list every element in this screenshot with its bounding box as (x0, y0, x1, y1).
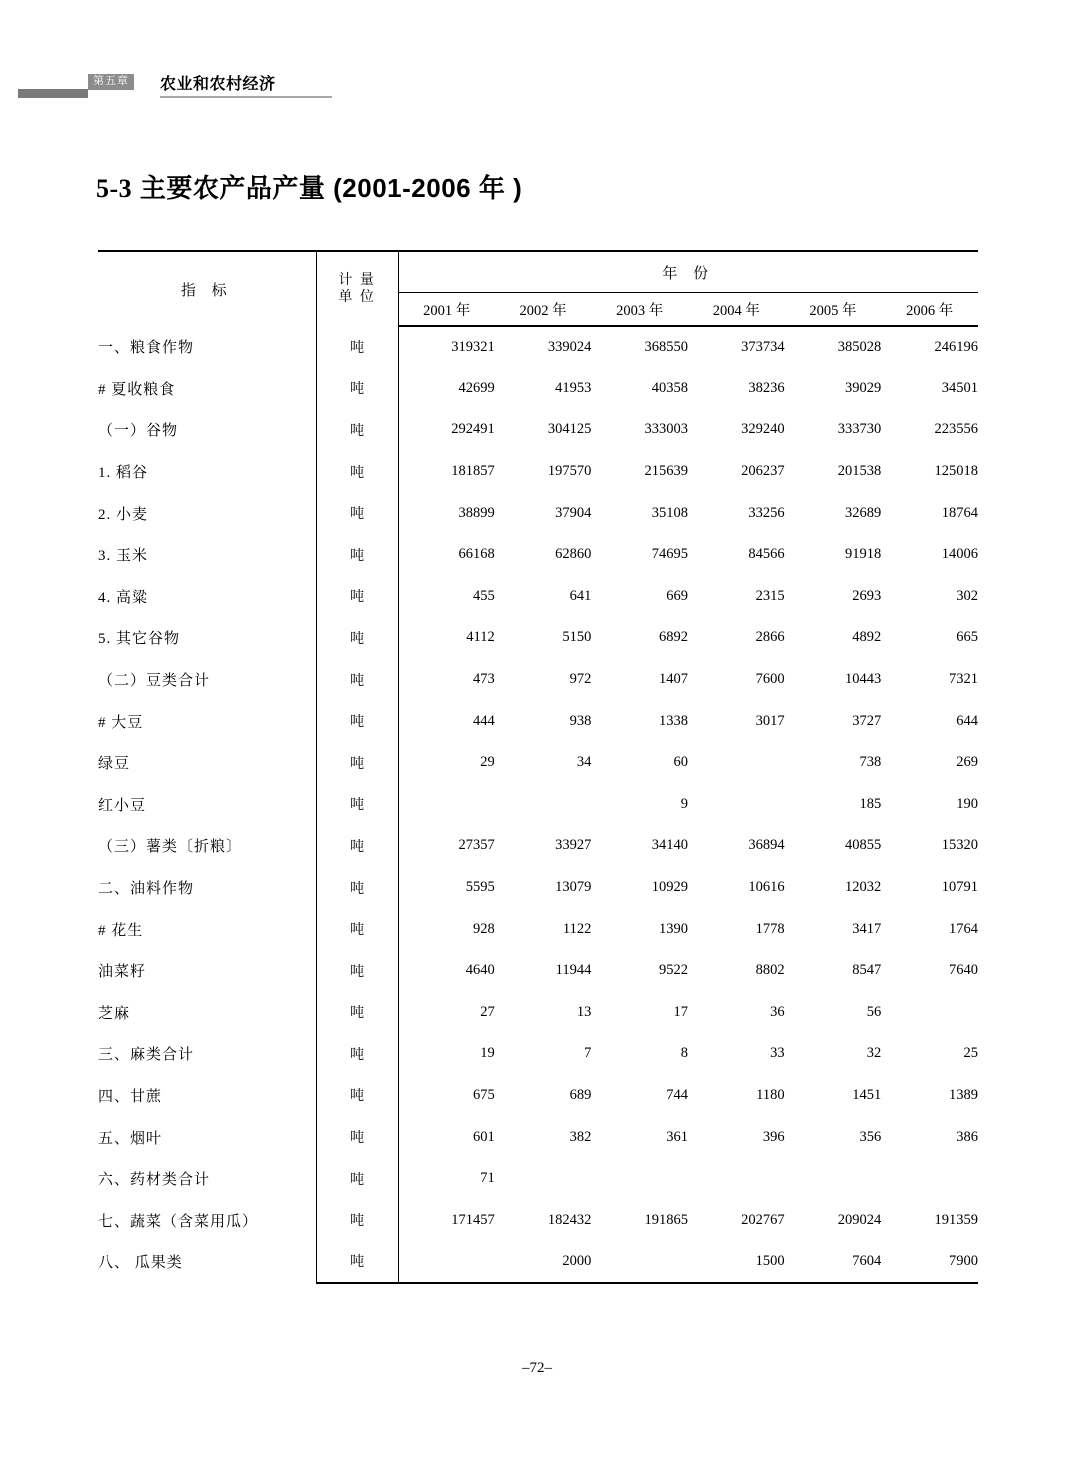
row-value: 74695 (651, 546, 688, 563)
row-value: 27357 (458, 837, 495, 854)
table-row (98, 659, 978, 701)
row-value: 302 (956, 587, 978, 604)
row-unit: 吨 (316, 1158, 398, 1200)
row-value: 10616 (748, 879, 785, 896)
row-value: 641 (569, 587, 592, 604)
row-unit: 吨 (316, 992, 398, 1034)
table-row (98, 1033, 978, 1075)
row-value: 473 (473, 671, 495, 688)
page-running-header (0, 68, 1074, 98)
table-header-row-top (98, 251, 978, 293)
row-unit: 吨 (316, 1033, 398, 1075)
row-unit: 吨 (316, 908, 398, 950)
row-value: 41953 (555, 379, 592, 396)
header-year-2005: 2005 年 (785, 293, 882, 327)
row-value: 339024 (547, 338, 592, 355)
row-value: 7900 (881, 1241, 978, 1283)
row-indicator: （二）豆类合计 (98, 673, 211, 690)
row-value: 329240 (741, 421, 785, 438)
row-value: 7600 (755, 671, 785, 688)
row-value: 6892 (659, 629, 688, 646)
row-value: 333730 (837, 421, 882, 438)
row-value: 1778 (755, 920, 785, 937)
row-value: 382 (569, 1128, 592, 1145)
row-value (785, 1158, 882, 1200)
row-unit: 吨 (316, 700, 398, 742)
row-indicator: 四、甘蔗 (98, 1088, 163, 1105)
row-value: 125018 (934, 463, 978, 480)
row-value: 455 (473, 587, 495, 604)
row-indicator: 五、烟叶 (98, 1130, 163, 1147)
table-row (98, 1116, 978, 1158)
row-indicator: # 大豆 (98, 714, 144, 731)
row-unit: 吨 (316, 492, 398, 534)
row-value: 5150 (562, 629, 592, 646)
row-unit: 吨 (316, 825, 398, 867)
header-year-2003: 2003 年 (591, 293, 688, 327)
row-value: 215639 (644, 463, 688, 480)
row-value: 182432 (547, 1211, 592, 1228)
row-value: 9 (680, 795, 688, 812)
row-value: 29 (480, 754, 495, 771)
row-value (591, 1158, 688, 1200)
row-unit: 吨 (316, 534, 398, 576)
table-number: 5-3 (96, 174, 133, 203)
row-value: 8547 (852, 962, 882, 979)
row-unit: 吨 (316, 451, 398, 493)
row-indicator: 六、药材类合计 (98, 1172, 211, 1189)
row-value: 1764 (949, 920, 978, 937)
row-value (398, 1241, 495, 1283)
row-value (495, 1158, 592, 1200)
row-value: 3017 (755, 712, 785, 729)
table-row (98, 742, 978, 784)
row-unit: 吨 (316, 742, 398, 784)
row-value: 1180 (756, 1086, 785, 1103)
row-value: 209024 (837, 1211, 882, 1228)
table-row (98, 326, 978, 368)
row-value: 665 (956, 629, 978, 646)
row-unit: 吨 (316, 368, 398, 410)
table-row (98, 576, 978, 618)
row-value: 34 (576, 754, 592, 771)
row-value: 396 (762, 1128, 785, 1145)
row-value: 938 (569, 712, 592, 729)
row-value: 675 (473, 1086, 495, 1103)
row-indicator: 1. 稻谷 (98, 465, 149, 482)
row-value: 34140 (651, 837, 688, 854)
page-number: –72– (522, 1360, 552, 1376)
row-value: 38899 (458, 504, 495, 521)
row-value: 3727 (852, 712, 882, 729)
row-indicator: 5. 其它谷物 (98, 631, 181, 648)
header-year-2001: 2001 年 (398, 293, 495, 327)
row-value (398, 784, 495, 826)
header-unit-line2: 单 位 (338, 290, 376, 305)
page-title (96, 168, 522, 205)
row-unit: 吨 (316, 659, 398, 701)
row-indicator: 八、 瓜果类 (98, 1255, 183, 1272)
row-value: 66168 (458, 546, 495, 563)
row-unit: 吨 (316, 409, 398, 451)
row-value: 36894 (748, 837, 785, 854)
row-value: 269 (956, 754, 978, 771)
row-value: 356 (859, 1128, 882, 1145)
header-year-2006: 2006 年 (881, 293, 978, 327)
row-value: 201538 (837, 463, 882, 480)
row-value: 1122 (562, 920, 592, 937)
row-value (688, 742, 785, 784)
row-value: 35108 (651, 504, 688, 521)
row-value: 15320 (941, 837, 978, 854)
row-value: 19 (480, 1045, 495, 1062)
row-value: 33927 (555, 837, 592, 854)
row-value: 40358 (651, 379, 688, 396)
row-value: 601 (473, 1128, 495, 1145)
row-value: 386 (956, 1128, 978, 1145)
table-row (98, 950, 978, 992)
row-value: 444 (473, 712, 495, 729)
statistics-table-container (98, 250, 978, 1284)
table-title-text: 主要农产品产量 (2001-2006 年 ) (139, 173, 523, 203)
row-value: 17 (673, 1003, 688, 1020)
row-value: 18764 (941, 504, 978, 521)
row-value: 7321 (949, 671, 978, 688)
row-value: 185 (859, 795, 882, 812)
header-years-group: 年 份 (398, 251, 978, 293)
header-decoration-bar (18, 89, 88, 98)
row-value: 62860 (555, 546, 592, 563)
header-unit (316, 251, 398, 326)
row-value (495, 784, 592, 826)
row-unit: 吨 (316, 1199, 398, 1241)
row-value: 197570 (547, 463, 592, 480)
row-value: 206237 (741, 463, 785, 480)
table-row (98, 1075, 978, 1117)
table-row (98, 492, 978, 534)
row-value: 1451 (852, 1086, 882, 1103)
row-value: 84566 (748, 546, 785, 563)
row-value (688, 784, 785, 826)
row-value: 10929 (651, 879, 688, 896)
row-value: 39029 (845, 379, 882, 396)
row-indicator: 芝麻 (98, 1005, 131, 1022)
table-row (98, 784, 978, 826)
row-value: 689 (569, 1086, 592, 1103)
table-row (98, 368, 978, 410)
row-value: 10443 (845, 671, 882, 688)
row-indicator: # 花生 (98, 922, 144, 939)
row-value: 2693 (852, 587, 882, 604)
table-row (98, 992, 978, 1034)
row-value: 13079 (555, 879, 592, 896)
row-value: 7 (584, 1045, 592, 1062)
row-value: 8802 (755, 962, 785, 979)
row-value: 38236 (748, 379, 785, 396)
chapter-name: 农业和农村经济 (160, 76, 276, 93)
row-value: 191865 (644, 1211, 688, 1228)
row-value: 744 (666, 1086, 688, 1103)
row-value: 5595 (465, 879, 495, 896)
row-unit: 吨 (316, 784, 398, 826)
row-value: 7604 (785, 1241, 882, 1283)
row-value: 11944 (555, 962, 592, 979)
row-value: 2000 (495, 1241, 592, 1283)
row-value (688, 1158, 785, 1200)
table-body (98, 326, 978, 1283)
table-row (98, 409, 978, 451)
row-value: 25 (963, 1045, 978, 1062)
row-value (881, 992, 978, 1034)
row-indicator: 三、麻类合计 (98, 1047, 195, 1064)
row-value: 928 (473, 920, 495, 937)
row-value: 4640 (465, 962, 495, 979)
row-value: 171457 (451, 1211, 495, 1228)
row-value: 1500 (688, 1241, 785, 1283)
row-value: 9522 (659, 962, 688, 979)
table-row (98, 1199, 978, 1241)
row-indicator: # 夏收粮食 (98, 381, 176, 398)
row-value: 1338 (659, 712, 688, 729)
row-value: 60 (673, 754, 688, 771)
row-value: 2866 (755, 629, 785, 646)
row-value: 4892 (852, 629, 882, 646)
row-unit: 吨 (316, 867, 398, 909)
row-value: 361 (666, 1128, 688, 1145)
header-rule (160, 96, 332, 98)
row-indicator: 3. 玉米 (98, 548, 149, 565)
row-value: 333003 (644, 421, 688, 438)
row-value: 223556 (934, 421, 978, 438)
table-row (98, 867, 978, 909)
row-value: 33256 (748, 504, 785, 521)
row-indicator: 一、粮食作物 (98, 340, 195, 357)
table-row (98, 1158, 978, 1200)
row-value: 8 (680, 1045, 688, 1062)
table-row (98, 1241, 978, 1283)
row-indicator: 七、蔬菜（含菜用瓜） (98, 1213, 259, 1230)
row-value: 190 (956, 795, 978, 812)
row-value: 3417 (852, 920, 882, 937)
row-indicator: （一）谷物 (98, 423, 179, 440)
row-value: 36 (770, 1003, 785, 1020)
table-row (98, 908, 978, 950)
table-row (98, 700, 978, 742)
row-value: 202767 (741, 1211, 785, 1228)
row-value: 368550 (644, 338, 688, 355)
row-value: 32689 (845, 504, 882, 521)
table-row (98, 451, 978, 493)
row-value: 2315 (755, 587, 785, 604)
row-value: 292491 (451, 421, 495, 438)
row-value: 40855 (845, 837, 882, 854)
row-value: 191359 (934, 1211, 978, 1228)
header-year-2004: 2004 年 (688, 293, 785, 327)
row-value: 1407 (659, 671, 688, 688)
row-value: 246196 (934, 338, 978, 355)
row-value: 10791 (941, 879, 978, 896)
row-value: 181857 (451, 463, 495, 480)
row-unit: 吨 (316, 950, 398, 992)
row-value: 4112 (466, 629, 495, 646)
row-value (591, 1241, 688, 1283)
table-row (98, 825, 978, 867)
row-unit: 吨 (316, 1075, 398, 1117)
row-unit: 吨 (316, 1116, 398, 1158)
table-row (98, 617, 978, 659)
row-value: 42699 (458, 379, 495, 396)
row-value: 644 (956, 712, 978, 729)
row-value: 669 (666, 587, 688, 604)
row-value: 14006 (941, 546, 978, 563)
row-indicator: 油菜籽 (98, 964, 147, 981)
row-value: 34501 (941, 379, 978, 396)
row-value: 71 (480, 1170, 495, 1187)
row-indicator: 红小豆 (98, 797, 147, 814)
table-row (98, 534, 978, 576)
row-value: 91918 (845, 546, 882, 563)
row-indicator: （三）薯类〔折粮〕 (98, 839, 243, 856)
header-indicator: 指 标 (98, 251, 316, 326)
row-unit: 吨 (316, 576, 398, 618)
row-value: 56 (866, 1003, 882, 1020)
row-unit: 吨 (316, 617, 398, 659)
row-value: 12032 (845, 879, 882, 896)
row-value: 1389 (949, 1086, 978, 1103)
row-value: 37904 (555, 504, 592, 521)
row-indicator: 4. 高粱 (98, 589, 149, 606)
statistics-table (98, 250, 978, 1284)
row-unit: 吨 (316, 1241, 398, 1283)
row-value (881, 1158, 978, 1200)
row-value: 304125 (547, 421, 592, 438)
row-indicator: 2. 小麦 (98, 506, 149, 523)
row-value: 1390 (659, 920, 688, 937)
row-indicator: 二、油料作物 (98, 881, 195, 898)
row-value: 738 (859, 754, 882, 771)
row-value: 373734 (741, 338, 785, 355)
row-value: 13 (576, 1003, 592, 1020)
row-value: 319321 (451, 338, 495, 355)
header-unit-line1: 计 量 (338, 272, 376, 288)
row-indicator: 绿豆 (98, 756, 131, 773)
row-value: 27 (480, 1003, 495, 1020)
row-value: 385028 (837, 338, 882, 355)
row-value: 7640 (949, 962, 978, 979)
row-value: 33 (770, 1045, 785, 1062)
header-year-2002: 2002 年 (495, 293, 592, 327)
table-header (98, 251, 978, 326)
row-unit: 吨 (316, 326, 398, 368)
chapter-tag: 第五章 (88, 74, 134, 90)
row-value: 32 (866, 1045, 882, 1062)
row-value: 972 (569, 671, 592, 688)
